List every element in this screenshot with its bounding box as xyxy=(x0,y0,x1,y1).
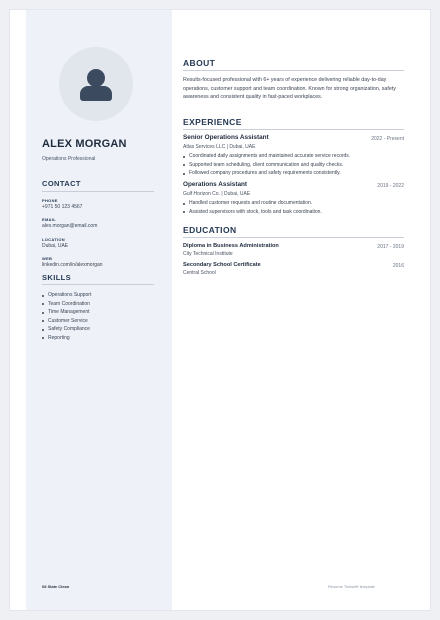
job-bullet: Assisted supervisors with stock, tools and task coordination. xyxy=(183,208,322,217)
user-icon-head xyxy=(87,69,105,87)
education-divider xyxy=(183,237,404,238)
skills-divider xyxy=(42,284,154,285)
resume-page xyxy=(10,10,430,610)
email-value: alex.morgan@email.com xyxy=(42,223,98,229)
footer-template-label xyxy=(42,584,69,589)
about-divider xyxy=(183,70,404,71)
footer-template-name: Slate Clean xyxy=(47,584,70,589)
job-bullet: Supported team scheduling, client communication and quality checks. xyxy=(183,161,350,170)
skill-item: Safety Compliance xyxy=(42,325,91,334)
education-dates: 2016 xyxy=(392,263,404,269)
education-heading: EDUCATION xyxy=(183,225,237,235)
job-company: Gulf Horizon Co. | Dubai, UAE xyxy=(183,191,251,197)
job-dates: 2022 - Present xyxy=(371,136,404,142)
skill-item: Team Coordination xyxy=(42,300,91,309)
location-value: Dubai, UAE xyxy=(42,243,69,249)
skills-list xyxy=(42,291,91,342)
skills-heading: SKILLS xyxy=(42,273,72,282)
skill-item: Time Management xyxy=(42,308,91,317)
skill-item: Customer Service xyxy=(42,317,91,326)
skill-item: Operations Support xyxy=(42,291,91,300)
education-school: Central School xyxy=(183,270,216,276)
email-label: EMAIL xyxy=(42,217,56,222)
job-title: Senior Operations Assistant xyxy=(183,134,269,141)
education-degree: Secondary School Certificate xyxy=(183,262,261,268)
job-bullet: Coordinated daily assignments and maintained accurate service records. xyxy=(183,152,350,161)
experience-heading: EXPERIENCE xyxy=(183,117,242,127)
job-dates: 2019 - 2022 xyxy=(377,183,404,189)
job-bullets xyxy=(183,152,350,178)
sidebar xyxy=(26,10,172,610)
about-text: Results-focused professional with 6+ years of experience delivering reliable day-to-day operations, customer support and team coordination. Known for strong organization, safety awareness and consistent quality in fast-paced workplaces. xyxy=(183,77,396,100)
profile-name: ALEX MORGAN xyxy=(42,138,127,150)
experience-divider xyxy=(183,129,404,130)
profile-role: Operations Professional xyxy=(42,156,96,162)
footer-template-id: 08 xyxy=(42,584,47,589)
about-heading: ABOUT xyxy=(183,58,216,68)
education-dates: 2017 - 2019 xyxy=(377,244,404,250)
user-icon-body xyxy=(80,86,112,101)
contact-heading: CONTACT xyxy=(42,179,81,188)
education-school: City Technical Institute xyxy=(183,251,233,257)
job-bullet: Followed company procedures and safety requirements consistently. xyxy=(183,169,350,178)
web-value: linkedin.com/in/alexmorgan xyxy=(42,262,103,268)
job-bullets xyxy=(183,199,322,216)
job-company: Atlas Services LLC | Dubai, UAE xyxy=(183,144,256,150)
phone-value: +971 50 123 4567 xyxy=(42,204,83,210)
job-bullet: Handled customer requests and routine documentation. xyxy=(183,199,322,208)
education-degree: Diploma in Business Administration xyxy=(183,243,279,249)
job-title: Operations Assistant xyxy=(183,181,248,188)
location-label: LOCATION xyxy=(42,237,65,242)
skill-item: Reporting xyxy=(42,334,91,343)
phone-label: PHONE xyxy=(42,198,58,203)
contact-divider xyxy=(42,191,154,192)
avatar xyxy=(59,47,133,121)
web-label: WEB xyxy=(42,256,53,261)
footer-template-credit: Resume Tickshift template xyxy=(328,584,375,589)
